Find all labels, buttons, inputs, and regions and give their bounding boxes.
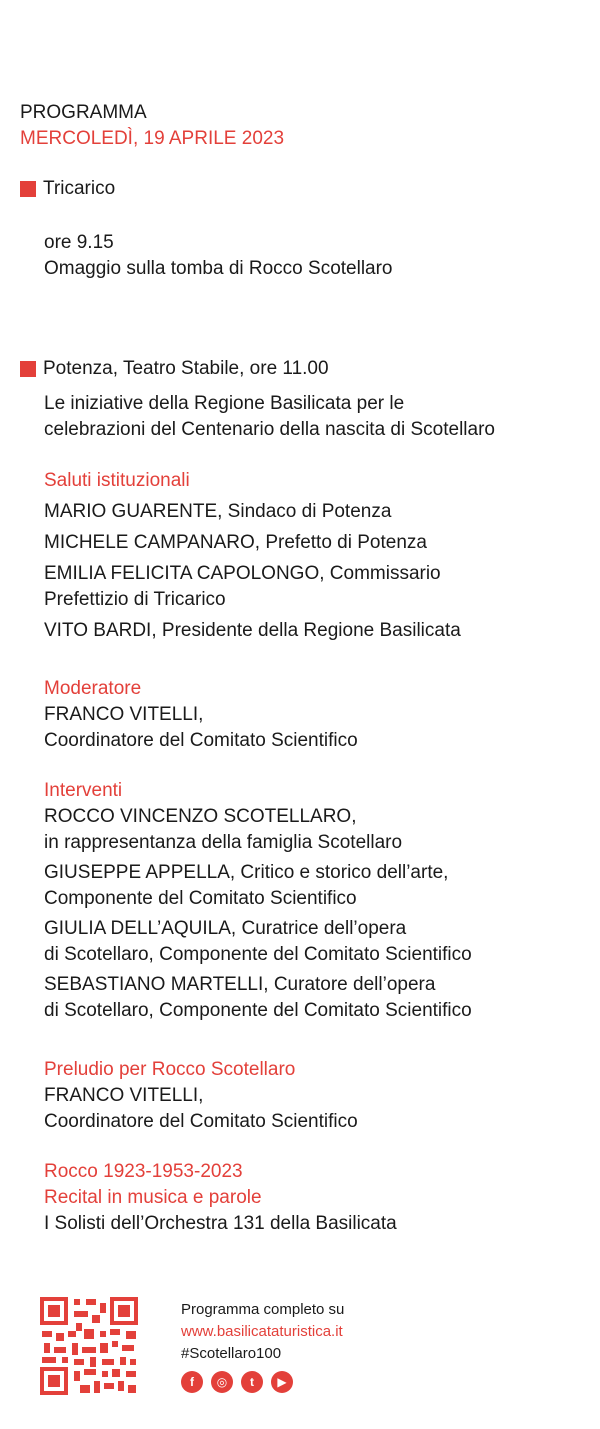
saluti-section [44,468,461,644]
speaker-line: Prefettizio di Tricarico [44,589,226,610]
session-time: ore 9.15 [44,232,114,253]
intro-line: Le iniziative della Regione Basilicata per le [44,393,405,414]
session-intro [44,391,495,443]
event-date: MERCOLEDÌ, 19 APRILE 2023 [20,128,285,149]
speaker-line: Coordinatore del Comitato Scientifico [44,1111,358,1132]
speaker-line: GIUSEPPE APPELLA, Critico e storico dell’arte, [44,862,449,883]
page-title: PROGRAMMA [20,102,147,123]
speaker-line: di Scotellaro, Componente del Comitato Scientifico [44,944,472,965]
interventi-label: Interventi [44,780,123,801]
bullet-square-icon [20,361,36,377]
preludio-label: Preludio per Rocco Scotellaro [44,1059,296,1080]
session-tricarico-heading [20,178,115,200]
session-tricarico-body [44,230,393,282]
speaker-line: Coordinatore del Comitato Scientifico [44,730,358,751]
saluti-label: Saluti istituzionali [44,470,190,491]
preludio-section [44,1057,358,1135]
place-name: Tricarico [43,178,116,199]
speaker-line: Componente del Comitato Scientifico [44,888,357,909]
speaker-line: FRANCO VITELLI, [44,704,204,725]
speaker-line: di Scotellaro, Componente del Comitato Scientifico [44,1000,472,1021]
footer-line: Programma completo su [181,1301,345,1318]
moderatore-section [44,676,358,754]
facebook-icon[interactable]: f [181,1371,203,1393]
instagram-icon[interactable]: ◎ [211,1371,233,1393]
speaker-line: GIULIA DELL’AQUILA, Curatrice dell’opera [44,918,407,939]
session-event: Omaggio sulla tomba di Rocco Scotellaro [44,258,393,279]
youtube-icon[interactable]: ▶ [271,1371,293,1393]
speaker-line: ROCCO VINCENZO SCOTELLARO, [44,806,357,827]
hashtag: #Scotellaro100 [181,1345,282,1362]
footer-info [181,1299,344,1393]
moderatore-label: Moderatore [44,678,142,699]
bullet-square-icon [20,181,36,197]
recital-section [44,1159,397,1237]
speaker-line: in rappresentanza della famiglia Scotellaro [44,832,403,853]
recital-subtitle: Recital in musica e parole [44,1187,262,1208]
session-potenza-heading [20,358,329,380]
speaker-line: SEBASTIANO MARTELLI, Curatore dell’opera [44,974,436,995]
qr-code[interactable] [40,1297,138,1395]
speaker-line: MARIO GUARENTE, Sindaco di Potenza [44,501,392,522]
speaker-line: MICHELE CAMPANARO, Prefetto di Potenza [44,532,427,553]
speaker-line: FRANCO VITELLI, [44,1085,204,1106]
social-icons [181,1371,344,1393]
speaker-line: EMILIA FELICITA CAPOLONGO, Commissario [44,563,441,584]
recital-label: Rocco 1923-1953-2023 [44,1161,243,1182]
website-link[interactable]: www.basilicataturistica.it [181,1323,343,1340]
recital-performers: I Solisti dell’Orchestra 131 della Basilicata [44,1213,397,1234]
intro-line: celebrazioni del Centenario della nascita di Scotellaro [44,419,495,440]
place-detail: , Teatro Stabile, ore 11.00 [112,358,329,379]
speaker-line: VITO BARDI, Presidente della Regione Basilicata [44,620,461,641]
place-name: Potenza [43,358,113,379]
twitter-icon[interactable]: t [241,1371,263,1393]
interventi-section [44,778,472,1024]
